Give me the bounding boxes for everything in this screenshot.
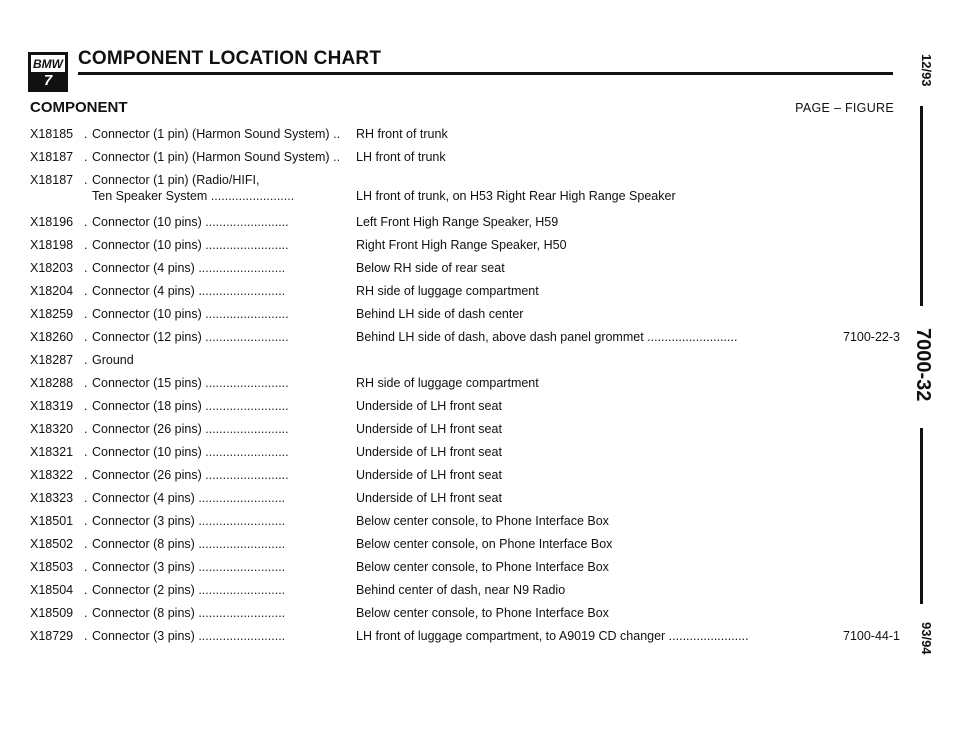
table-row xyxy=(30,628,900,651)
description-text: Connector (3 pins) xyxy=(92,560,195,574)
description-text: Connector (8 pins) xyxy=(92,606,195,620)
leader-dots: ........................ xyxy=(205,215,289,229)
description-text: Connector (1 pin) (Harmon Sound System) xyxy=(92,150,330,164)
leader-dots: ......................... xyxy=(198,629,286,643)
leader-dot: . xyxy=(84,629,88,643)
component-id: X18196 xyxy=(30,215,74,229)
leader-dots: .. xyxy=(333,127,341,141)
description-text: Connector (10 pins) xyxy=(92,307,202,321)
component-description xyxy=(92,172,350,204)
leader-dot: . xyxy=(84,284,88,298)
leader-dot: . xyxy=(84,537,88,551)
leader-dot: . xyxy=(84,150,88,164)
page-sidebar xyxy=(908,40,934,680)
component-description xyxy=(92,444,350,460)
component-location: Underside of LH front seat xyxy=(356,422,502,436)
component-location: Right Front High Range Speaker, H50 xyxy=(356,238,567,252)
description-text: Connector (8 pins) xyxy=(92,537,195,551)
leader-dot: . xyxy=(84,376,88,390)
component-id: X18198 xyxy=(30,238,74,252)
description-text: Connector (12 pins) xyxy=(92,330,202,344)
component-description xyxy=(92,605,350,621)
table-row xyxy=(30,559,900,582)
component-description xyxy=(92,421,350,437)
description-text: Connector (15 pins) xyxy=(92,376,202,390)
leader-dot: . xyxy=(84,127,88,141)
table-row xyxy=(30,421,900,444)
leader-dot: . xyxy=(84,445,88,459)
component-id: X18287 xyxy=(30,353,74,367)
leader-dot: . xyxy=(84,468,88,482)
component-id: X18320 xyxy=(30,422,74,436)
component-id: X18259 xyxy=(30,307,74,321)
leader-dots: ........................ xyxy=(205,238,289,252)
leader-dot: . xyxy=(84,606,88,620)
table-row xyxy=(30,398,900,421)
component-location: Below center console, to Phone Interface Box xyxy=(356,514,609,528)
sidebar-date: 12/93 xyxy=(919,53,934,87)
component-description xyxy=(92,306,350,322)
page-figure-ref: 7100-22-3 xyxy=(843,330,900,344)
page-title: COMPONENT LOCATION CHART xyxy=(78,48,382,69)
component-location: RH side of luggage compartment xyxy=(356,284,539,298)
table-row xyxy=(30,329,900,352)
table-row xyxy=(30,283,900,306)
description-text: Connector (26 pins) xyxy=(92,468,202,482)
sidebar-model-years: 93/94 xyxy=(919,621,934,655)
component-location: Behind LH side of dash, above dash panel grommet .......................... xyxy=(356,330,738,344)
component-location: LH front of trunk xyxy=(356,150,446,164)
component-description xyxy=(92,490,350,506)
component-description xyxy=(92,513,350,529)
sidebar-page-number: 7000-32 xyxy=(912,328,934,402)
description-text: Connector (26 pins) xyxy=(92,422,202,436)
table-row xyxy=(30,444,900,467)
table-row xyxy=(30,467,900,490)
component-location: Underside of LH front seat xyxy=(356,445,502,459)
component-id: X18503 xyxy=(30,560,74,574)
description-text: Connector (4 pins) xyxy=(92,491,195,505)
component-location: RH front of trunk xyxy=(356,127,448,141)
leader-dots: ......................... xyxy=(198,284,286,298)
leader-dot: . xyxy=(84,261,88,275)
table-row xyxy=(30,582,900,605)
table-row xyxy=(30,260,900,283)
component-id: X18323 xyxy=(30,491,74,505)
column-header-page-figure: PAGE – FIGURE xyxy=(795,101,894,115)
table-row xyxy=(30,513,900,536)
component-description xyxy=(92,375,350,391)
component-id: X18260 xyxy=(30,330,74,344)
table-row xyxy=(30,214,900,237)
title-rule xyxy=(78,72,893,75)
component-description xyxy=(92,126,350,142)
component-id: X18204 xyxy=(30,284,74,298)
leader-dots: ........................ xyxy=(205,445,289,459)
component-description xyxy=(92,352,350,368)
leader-dots: ........................ xyxy=(205,330,289,344)
component-id: X18187 xyxy=(30,173,74,187)
leader-dot: . xyxy=(84,583,88,597)
leader-dots: ......................... xyxy=(198,491,286,505)
table-row xyxy=(30,490,900,513)
sidebar-rule xyxy=(920,428,923,604)
table-row xyxy=(30,375,900,398)
leader-dots: ........................ xyxy=(205,422,289,436)
table-row xyxy=(30,172,900,214)
description-text: Connector (4 pins) xyxy=(92,284,195,298)
leader-dots: .. xyxy=(333,150,341,164)
leader-dots: ........................ xyxy=(210,189,295,203)
component-id: X18504 xyxy=(30,583,74,597)
bmw-logo xyxy=(28,52,68,92)
component-table xyxy=(30,126,900,651)
description-text: Connector (1 pin) (Harmon Sound System) xyxy=(92,127,330,141)
leader-dot: . xyxy=(84,173,88,187)
component-id: X18502 xyxy=(30,537,74,551)
leader-dots: ........................ xyxy=(205,307,289,321)
logo-brand: BMW xyxy=(31,55,65,76)
component-location: Below center console, on Phone Interface Box xyxy=(356,537,613,551)
leader-dot: . xyxy=(84,560,88,574)
leader-dots: ......................... xyxy=(198,261,286,275)
leader-dot: . xyxy=(84,215,88,229)
component-id: X18319 xyxy=(30,399,74,413)
leader-dots: ......................... xyxy=(198,514,286,528)
leader-dot: . xyxy=(84,491,88,505)
description-text: Connector (10 pins) xyxy=(92,215,202,229)
description-text: Connector (1 pin) (Radio/HIFI, xyxy=(92,173,260,187)
component-location: Behind LH side of dash center xyxy=(356,307,524,321)
leader-dots: ........................ xyxy=(205,376,289,390)
component-description xyxy=(92,559,350,575)
component-description xyxy=(92,398,350,414)
table-row xyxy=(30,352,900,375)
component-description xyxy=(92,283,350,299)
component-location: Behind center of dash, near N9 Radio xyxy=(356,583,566,597)
table-row xyxy=(30,237,900,260)
component-description xyxy=(92,628,350,644)
component-id: X18288 xyxy=(30,376,74,390)
component-location: Below center console, to Phone Interface Box xyxy=(356,606,609,620)
leader-dot: . xyxy=(84,353,88,367)
leader-dot: . xyxy=(84,238,88,252)
component-location: RH side of luggage compartment xyxy=(356,376,539,390)
leader-dots: ........................ xyxy=(205,468,289,482)
description-text-continued: Ten Speaker System xyxy=(92,189,208,203)
component-description xyxy=(92,467,350,483)
component-location: LH front of trunk, on H53 Right Rear High Range Speaker xyxy=(356,189,676,203)
leader-dot: . xyxy=(84,307,88,321)
description-text: Connector (2 pins) xyxy=(92,583,195,597)
component-description xyxy=(92,536,350,552)
page-figure-ref: 7100-44-1 xyxy=(843,629,900,643)
leader-dot: . xyxy=(84,399,88,413)
leader-dot: . xyxy=(84,330,88,344)
component-id: X18187 xyxy=(30,150,74,164)
table-row xyxy=(30,149,900,172)
description-text: Connector (18 pins) xyxy=(92,399,202,413)
component-location: Underside of LH front seat xyxy=(356,468,502,482)
component-description xyxy=(92,260,350,276)
component-location: Underside of LH front seat xyxy=(356,399,502,413)
table-row xyxy=(30,126,900,149)
leader-dots: ......................... xyxy=(198,606,286,620)
component-description xyxy=(92,149,350,165)
description-text: Connector (10 pins) xyxy=(92,238,202,252)
component-location: Underside of LH front seat xyxy=(356,491,502,505)
component-location: Left Front High Range Speaker, H59 xyxy=(356,215,559,229)
description-text: Ground xyxy=(92,353,134,367)
description-text: Connector (3 pins) xyxy=(92,514,195,528)
leader-dots: ......................... xyxy=(198,560,286,574)
description-text: Connector (10 pins) xyxy=(92,445,202,459)
sidebar-rule xyxy=(920,106,923,306)
leader-dots: ......................... xyxy=(198,583,286,597)
component-id: X18729 xyxy=(30,629,74,643)
component-location: Below RH side of rear seat xyxy=(356,261,505,275)
table-row xyxy=(30,536,900,559)
component-id: X18322 xyxy=(30,468,74,482)
component-location: Below center console, to Phone Interface Box xyxy=(356,560,609,574)
component-id: X18501 xyxy=(30,514,74,528)
component-id: X18203 xyxy=(30,261,74,275)
component-description xyxy=(92,329,350,345)
component-description xyxy=(92,237,350,253)
leader-dots: ........................ xyxy=(205,399,289,413)
description-text: Connector (3 pins) xyxy=(92,629,195,643)
logo-series: 7 xyxy=(31,72,65,89)
leader-dot: . xyxy=(84,422,88,436)
component-id: X18509 xyxy=(30,606,74,620)
component-description xyxy=(92,582,350,598)
table-row xyxy=(30,306,900,329)
component-id: X18321 xyxy=(30,445,74,459)
description-text: Connector (4 pins) xyxy=(92,261,195,275)
component-description xyxy=(92,214,350,230)
column-header-component: COMPONENT xyxy=(30,99,128,116)
component-location: LH front of luggage compartment, to A9019 CD changer ....................... xyxy=(356,629,749,643)
table-row xyxy=(30,605,900,628)
leader-dots: ......................... xyxy=(198,537,286,551)
leader-dot: . xyxy=(84,514,88,528)
component-id: X18185 xyxy=(30,127,74,141)
